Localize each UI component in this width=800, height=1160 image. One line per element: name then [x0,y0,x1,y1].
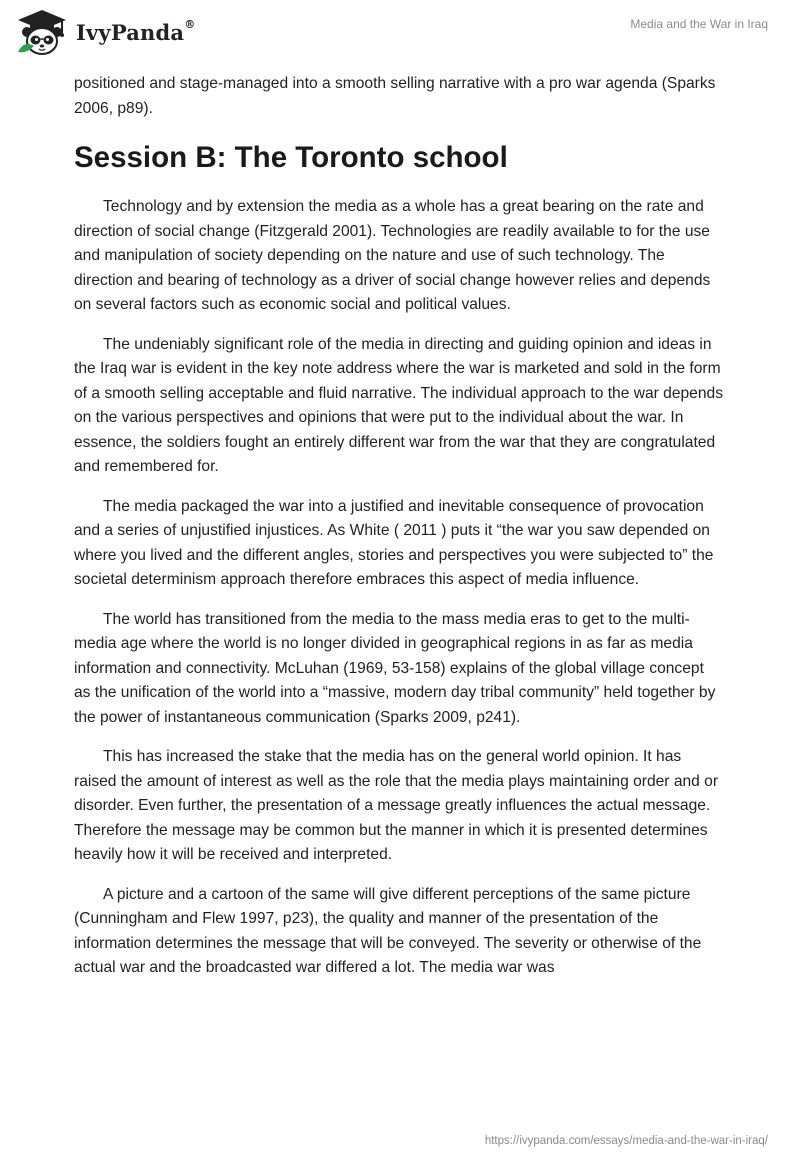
paragraph: Technology and by extension the media as a whole has a great bearing on the rate and direction of social change (Fitzgerald 2001). Technologies are readily available to for the use and manipulation of society depending on the nature and use of such technology. The direction and bearing of technology as a driver of social change however relies and depends on several factors such as economic social and political values. [74,198,711,313]
section-heading: Session B: The Toronto school [74,141,508,174]
paragraph: The undeniably significant role of the media in directing and guiding opinion and ideas in the Iraq war is evident in the key note address where the war is marketed and sold in the form of a smooth selling acceptable and fluid narrative. The individual approach to the war depends on the various perspectives and opinions that were put to the individual about the war. In essence, the soldiers fought an entirely different war from the war that they are congratulated and remembered for. [74,335,723,475]
paragraph: The world has transitioned from the media to the mass media eras to get to the multi-media age where the world is no longer divided in geographical regions in as far as media information and connectivity. McLuhan (1969, 53-158) explains of the global village concept as the unification of the world into a “massive, modern day tribal community” held together by the power of instantaneous communication (Sparks 2009, p241). [74,610,716,726]
page-header [0,0,800,64]
brand-name: IvyPanda® [76,17,196,45]
paragraph: This has increased the stake that the media has on the general world opinion. It has raised the amount of interest as well as the role that the media plays maintaining order and or disorder. Even further, the presentation of a message greatly influences the actual message. Therefore the message may be common but the manner in which it is presented determines heavily how it will be received and interpreted. [74,748,719,863]
paragraph: A picture and a cartoon of the same will give different perceptions of the same picture (Cunningham and Flew 1997, p23), the quality and manner of the presentation of the information determines the message that will be conveyed. The severity or otherwise of the actual war and the broadcasted war differed a lot. The media war was [74,885,702,976]
source-url[interactable]: https://ivypanda.com/essays/media-and-the-war-in-iraq/ [484,1135,768,1147]
intro-paragraph: positioned and stage-managed into a smooth selling narrative with a pro war agenda (Sparks 2006, p89). [74,75,716,117]
article-body [74,72,724,996]
paragraph: The media packaged the war into a justified and inevitable consequence of provocation and a series of unjustified injustices. As White ( 2011 ) puts it “the war you saw depended on where you lived and the different angles, stories and perspectives you were subjected to” the societal determinism approach therefore embraces this aspect of media influence. [74,497,714,588]
panda-graduate-icon [14,8,70,56]
document-title: Media and the War in Iraq [630,17,768,31]
ivypanda-logo[interactable] [14,8,195,56]
